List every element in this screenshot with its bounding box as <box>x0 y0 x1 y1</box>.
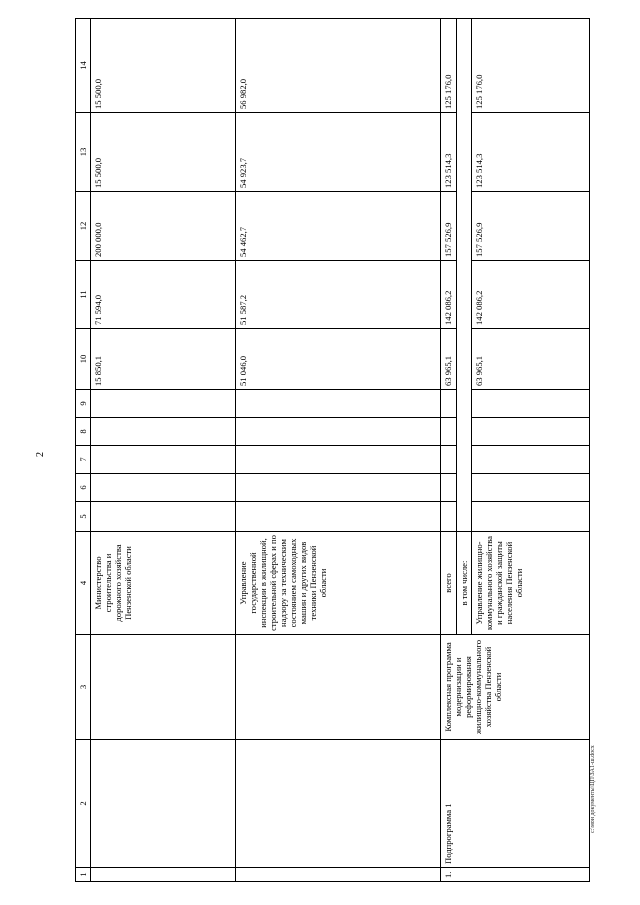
budget-table <box>75 18 590 882</box>
cell-value: 15 500,0 <box>91 19 236 113</box>
budget-table-sheet <box>75 19 590 882</box>
cell-value: 15 500,0 <box>91 113 236 192</box>
cell-executor: Министерство строительства и дорожного хозяйства Пензенской области <box>91 532 236 635</box>
cell-value: 15 850,1 <box>91 329 236 390</box>
cell <box>441 418 457 446</box>
cell-number: 1. <box>441 868 590 882</box>
col-header-11: 11 <box>76 261 91 329</box>
cell <box>472 502 590 532</box>
cell <box>236 446 441 474</box>
cell <box>441 474 457 502</box>
cell-value: 63 965,1 <box>441 329 457 390</box>
page-number: 2 <box>35 452 46 457</box>
cell <box>91 474 236 502</box>
col-header-5: 5 <box>76 502 91 532</box>
cell <box>91 635 236 740</box>
cell <box>91 446 236 474</box>
cell-program-name: Комплексная программа модернизации и реформирования жилищно-коммунального хозяйства Пензенской области <box>441 635 590 740</box>
cell-value: 125 176,0 <box>441 19 457 113</box>
cell <box>441 502 457 532</box>
cell-subprogram: Подпрограмма 1 <box>441 740 590 868</box>
cell <box>236 418 441 446</box>
cell-value: 123 514,3 <box>472 113 590 192</box>
cell <box>441 446 457 474</box>
cell-value: 157 526,9 <box>472 192 590 261</box>
cell <box>472 474 590 502</box>
cell-merged <box>457 19 472 532</box>
cell-executor: Управление жилищно-коммунального хозяйства и гражданской защиты населения Пензенской области <box>472 532 590 635</box>
cell-value: 54 923,7 <box>236 113 441 192</box>
cell-value: 142 086,2 <box>472 261 590 329</box>
table-row <box>441 19 457 882</box>
file-path-footer: c:\мои документы\ЦП\ЗА1-ш.docx <box>590 745 596 833</box>
col-header-13: 13 <box>76 113 91 192</box>
cell <box>236 635 441 740</box>
cell <box>91 418 236 446</box>
cell <box>472 446 590 474</box>
cell-executor: всего <box>441 532 457 635</box>
col-header-4: 4 <box>76 532 91 635</box>
col-header-1: 1 <box>76 868 91 882</box>
cell-value: 123 514,3 <box>441 113 457 192</box>
cell-value: 71 594,0 <box>91 261 236 329</box>
cell-value: 51 046,0 <box>236 329 441 390</box>
col-header-7: 7 <box>76 446 91 474</box>
cell <box>91 868 236 882</box>
col-header-9: 9 <box>76 390 91 418</box>
cell <box>236 740 441 868</box>
col-header-8: 8 <box>76 418 91 446</box>
cell-value: 54 462,7 <box>236 192 441 261</box>
column-number-row <box>76 19 91 882</box>
cell <box>91 390 236 418</box>
cell <box>236 868 441 882</box>
col-header-2: 2 <box>76 740 91 868</box>
cell <box>91 502 236 532</box>
table-row <box>91 19 236 882</box>
cell-executor: в том числе: <box>457 532 472 635</box>
col-header-12: 12 <box>76 192 91 261</box>
col-header-3: 3 <box>76 635 91 740</box>
col-header-14: 14 <box>76 19 91 113</box>
table-row <box>236 19 441 882</box>
cell <box>236 474 441 502</box>
cell <box>236 390 441 418</box>
cell <box>472 418 590 446</box>
cell-value: 51 587,2 <box>236 261 441 329</box>
cell-value: 200 000,0 <box>91 192 236 261</box>
cell <box>472 390 590 418</box>
cell-value: 63 965,1 <box>472 329 590 390</box>
cell <box>91 740 236 868</box>
col-header-10: 10 <box>76 329 91 390</box>
cell-value: 142 086,2 <box>441 261 457 329</box>
cell <box>441 390 457 418</box>
cell-executor: Управление государственной инспекции в жилищной, строительной сферах и по надзору за техническим состоянием самоходных машин и других видов техники Пензенской области <box>236 532 441 635</box>
cell-value: 56 982,0 <box>236 19 441 113</box>
col-header-6: 6 <box>76 474 91 502</box>
cell <box>236 502 441 532</box>
cell-value: 125 176,0 <box>472 19 590 113</box>
cell-value: 157 526,9 <box>441 192 457 261</box>
